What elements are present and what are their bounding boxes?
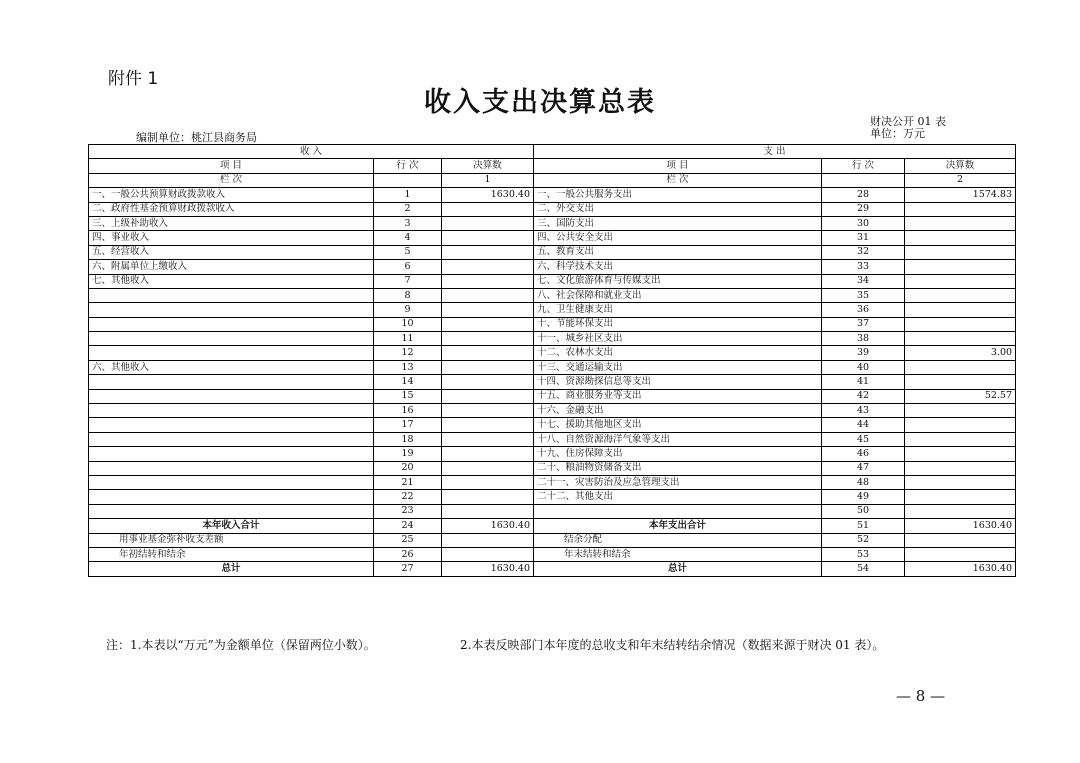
expense-amount [905, 432, 1016, 446]
expense-item: 七、文化旅游体育与传媒支出 [534, 274, 822, 288]
line-no: 5 [374, 245, 442, 259]
income-item [89, 303, 374, 317]
line-no: 43 [822, 404, 905, 418]
income-item [89, 332, 374, 346]
income-amount [442, 360, 534, 374]
expense-item: 十三、交通运输支出 [534, 360, 822, 374]
col-header-amount: 决算数 [442, 159, 534, 173]
grand-total-label: 总计 [89, 562, 374, 576]
income-amount [442, 332, 534, 346]
line-no: 2 [374, 202, 442, 216]
income-expense-table [88, 144, 1016, 577]
income-amount [442, 231, 534, 245]
expense-item: 结余分配 [534, 533, 822, 547]
income-amount [442, 375, 534, 389]
income-item: 七、其他收入 [89, 274, 374, 288]
empty-cell [822, 173, 905, 187]
line-no: 3 [374, 216, 442, 230]
table-row [89, 245, 1016, 259]
expense-amount: 3.00 [905, 346, 1016, 360]
organization-label: 编制单位：桃江县商务局 [136, 131, 257, 144]
table-row [89, 317, 1016, 331]
line-no: 11 [374, 332, 442, 346]
expense-amount: 1574.83 [905, 188, 1016, 202]
footnote-1: 注：1.本表以“万元”为金额单位（保留两位小数）。 [106, 638, 376, 652]
line-no: 46 [822, 447, 905, 461]
line-no: 49 [822, 490, 905, 504]
empty-cell [374, 173, 442, 187]
line-no: 47 [822, 461, 905, 475]
expense-item: 十九、住房保障支出 [534, 447, 822, 461]
expense-amount [905, 332, 1016, 346]
footnote-2: 2.本表反映部门本年度的总收支和年末结转结余情况（数据来源于财决 01 表）。 [460, 638, 885, 652]
empty-cell [442, 547, 534, 561]
expense-amount [905, 245, 1016, 259]
expense-item: 二十二、其他支出 [534, 490, 822, 504]
line-no: 35 [822, 288, 905, 302]
line-no: 28 [822, 188, 905, 202]
line-no: 32 [822, 245, 905, 259]
income-amount [442, 389, 534, 403]
income-amount [442, 461, 534, 475]
unit-label: 单位：万元 [870, 127, 925, 140]
line-no: 4 [374, 231, 442, 245]
line-no: 18 [374, 432, 442, 446]
table-row [89, 490, 1016, 504]
empty-cell [442, 533, 534, 547]
table-row [89, 188, 1016, 202]
line-no: 6 [374, 260, 442, 274]
income-amount [442, 317, 534, 331]
expense-amount [905, 317, 1016, 331]
income-amount [442, 475, 534, 489]
col-header-line-no: 行 次 [374, 159, 442, 173]
income-amount [442, 346, 534, 360]
line-no: 29 [822, 202, 905, 216]
expense-amount [905, 274, 1016, 288]
income-amount [442, 288, 534, 302]
expense-amount [905, 216, 1016, 230]
column-label: 栏 次 [534, 173, 822, 187]
line-no: 22 [374, 490, 442, 504]
expense-item: 二、外交支出 [534, 202, 822, 216]
income-item [89, 490, 374, 504]
income-item [89, 447, 374, 461]
line-no: 54 [822, 562, 905, 576]
expense-item: 六、科学技术支出 [534, 260, 822, 274]
expense-item: 二十、粮油物资储备支出 [534, 461, 822, 475]
line-no: 33 [822, 260, 905, 274]
line-no: 19 [374, 447, 442, 461]
expense-item: 三、国防支出 [534, 216, 822, 230]
expense-amount [905, 461, 1016, 475]
line-no: 24 [374, 519, 442, 533]
income-item: 二、政府性基金预算财政拨款收入 [89, 202, 374, 216]
table-row [89, 231, 1016, 245]
table-row [89, 475, 1016, 489]
table-row [89, 288, 1016, 302]
income-item: 五、经营收入 [89, 245, 374, 259]
table-row [89, 303, 1016, 317]
form-code: 财决公开 01 表 [870, 115, 946, 128]
expense-item: 年末结转和结余 [534, 547, 822, 561]
table-row [89, 375, 1016, 389]
expense-item: 十、节能环保支出 [534, 317, 822, 331]
line-no: 34 [822, 274, 905, 288]
income-amount [442, 432, 534, 446]
income-amount [442, 447, 534, 461]
line-no: 38 [822, 332, 905, 346]
line-no: 30 [822, 216, 905, 230]
expense-amount [905, 231, 1016, 245]
table-row [89, 389, 1016, 403]
table-row [89, 404, 1016, 418]
income-amount: 1630.40 [442, 188, 534, 202]
line-no: 53 [822, 547, 905, 561]
table-row [89, 432, 1016, 446]
expense-item: 十四、资源勘探信息等支出 [534, 375, 822, 389]
line-no: 52 [822, 533, 905, 547]
income-item: 年初结转和结余 [89, 547, 374, 561]
income-item [89, 346, 374, 360]
col-header-line-no: 行 次 [822, 159, 905, 173]
line-no: 8 [374, 288, 442, 302]
line-no: 10 [374, 317, 442, 331]
line-no: 23 [374, 504, 442, 518]
line-no: 25 [374, 533, 442, 547]
income-amount [442, 274, 534, 288]
income-amount [442, 245, 534, 259]
expense-item: 八、社会保障和就业支出 [534, 288, 822, 302]
expense-amount: 52.57 [905, 389, 1016, 403]
income-item [89, 418, 374, 432]
line-no: 40 [822, 360, 905, 374]
line-no: 26 [374, 547, 442, 561]
table-row [89, 418, 1016, 432]
expense-header: 支 出 [534, 145, 1016, 159]
line-no: 15 [374, 389, 442, 403]
income-item [89, 288, 374, 302]
table-row [89, 447, 1016, 461]
income-amount [442, 490, 534, 504]
line-no: 42 [822, 389, 905, 403]
line-no: 41 [822, 375, 905, 389]
expense-item: 十六、金融支出 [534, 404, 822, 418]
line-no: 27 [374, 562, 442, 576]
expense-item [534, 504, 822, 518]
expense-amount [905, 504, 1016, 518]
income-col-number: 1 [442, 173, 534, 187]
income-amount [442, 418, 534, 432]
line-no: 44 [822, 418, 905, 432]
line-no: 48 [822, 475, 905, 489]
income-item [89, 404, 374, 418]
income-item: 三、上级补助收入 [89, 216, 374, 230]
expense-total-amount: 1630.40 [905, 519, 1016, 533]
expense-amount [905, 288, 1016, 302]
income-item [89, 389, 374, 403]
expense-amount [905, 260, 1016, 274]
income-item: 一、一般公共预算财政拨款收入 [89, 188, 374, 202]
income-total-label: 本年收入合计 [89, 519, 374, 533]
income-amount [442, 303, 534, 317]
income-item [89, 317, 374, 331]
empty-cell [905, 533, 1016, 547]
expense-amount [905, 404, 1016, 418]
income-item [89, 375, 374, 389]
table-row [89, 260, 1016, 274]
income-item [89, 504, 374, 518]
line-no: 17 [374, 418, 442, 432]
expense-item: 十八、自然资源海洋气象等支出 [534, 432, 822, 446]
expense-amount [905, 303, 1016, 317]
income-item: 用事业基金弥补收支差额 [89, 533, 374, 547]
income-amount [442, 202, 534, 216]
col-header-amount: 决算数 [905, 159, 1016, 173]
expense-amount [905, 475, 1016, 489]
col-header-item: 项 目 [89, 159, 374, 173]
line-no: 9 [374, 303, 442, 317]
grand-total-income-amount: 1630.40 [442, 562, 534, 576]
expense-item: 四、公共安全支出 [534, 231, 822, 245]
income-item: 六、其他收入 [89, 360, 374, 374]
expense-item: 五、教育支出 [534, 245, 822, 259]
line-no: 21 [374, 475, 442, 489]
table-row [89, 360, 1016, 374]
line-no: 39 [822, 346, 905, 360]
line-no: 7 [374, 274, 442, 288]
expense-item: 十五、商业服务业等支出 [534, 389, 822, 403]
table-row [89, 332, 1016, 346]
table-row [89, 461, 1016, 475]
income-item: 六、附属单位上缴收入 [89, 260, 374, 274]
income-amount [442, 216, 534, 230]
income-item [89, 475, 374, 489]
line-no: 14 [374, 375, 442, 389]
expense-item: 二十一、灾害防治及应急管理支出 [534, 475, 822, 489]
expense-amount [905, 375, 1016, 389]
line-no: 45 [822, 432, 905, 446]
line-no: 50 [822, 504, 905, 518]
income-item: 四、事业收入 [89, 231, 374, 245]
income-amount [442, 260, 534, 274]
col-header-item: 项 目 [534, 159, 822, 173]
expense-amount [905, 447, 1016, 461]
expense-amount [905, 202, 1016, 216]
line-no: 16 [374, 404, 442, 418]
line-no: 20 [374, 461, 442, 475]
column-label: 栏 次 [89, 173, 374, 187]
expense-amount [905, 360, 1016, 374]
expense-item: 十七、援助其他地区支出 [534, 418, 822, 432]
table-row [89, 216, 1016, 230]
attachment-label: 附件 1 [108, 69, 159, 89]
expense-item: 十二、农林水支出 [534, 346, 822, 360]
income-header: 收 入 [89, 145, 534, 159]
line-no: 12 [374, 346, 442, 360]
expense-item: 十一、城乡社区支出 [534, 332, 822, 346]
expense-amount [905, 418, 1016, 432]
line-no: 37 [822, 317, 905, 331]
grand-total-expense-amount: 1630.40 [905, 562, 1016, 576]
page-number: — 8 — [896, 687, 946, 705]
expense-total-label: 本年支出合计 [534, 519, 822, 533]
income-amount [442, 404, 534, 418]
line-no: 51 [822, 519, 905, 533]
line-no: 1 [374, 188, 442, 202]
income-amount [442, 504, 534, 518]
income-total-amount: 1630.40 [442, 519, 534, 533]
empty-cell [905, 547, 1016, 561]
table-row [89, 202, 1016, 216]
table-row [89, 504, 1016, 518]
line-no: 13 [374, 360, 442, 374]
table-row [89, 274, 1016, 288]
line-no: 31 [822, 231, 905, 245]
expense-item: 一、一般公共服务支出 [534, 188, 822, 202]
income-item [89, 432, 374, 446]
expense-col-number: 2 [905, 173, 1016, 187]
grand-total-label: 总计 [534, 562, 822, 576]
expense-item: 九、卫生健康支出 [534, 303, 822, 317]
table-row [89, 346, 1016, 360]
expense-amount [905, 490, 1016, 504]
page-title: 收入支出决算总表 [424, 87, 656, 118]
line-no: 36 [822, 303, 905, 317]
income-item [89, 461, 374, 475]
